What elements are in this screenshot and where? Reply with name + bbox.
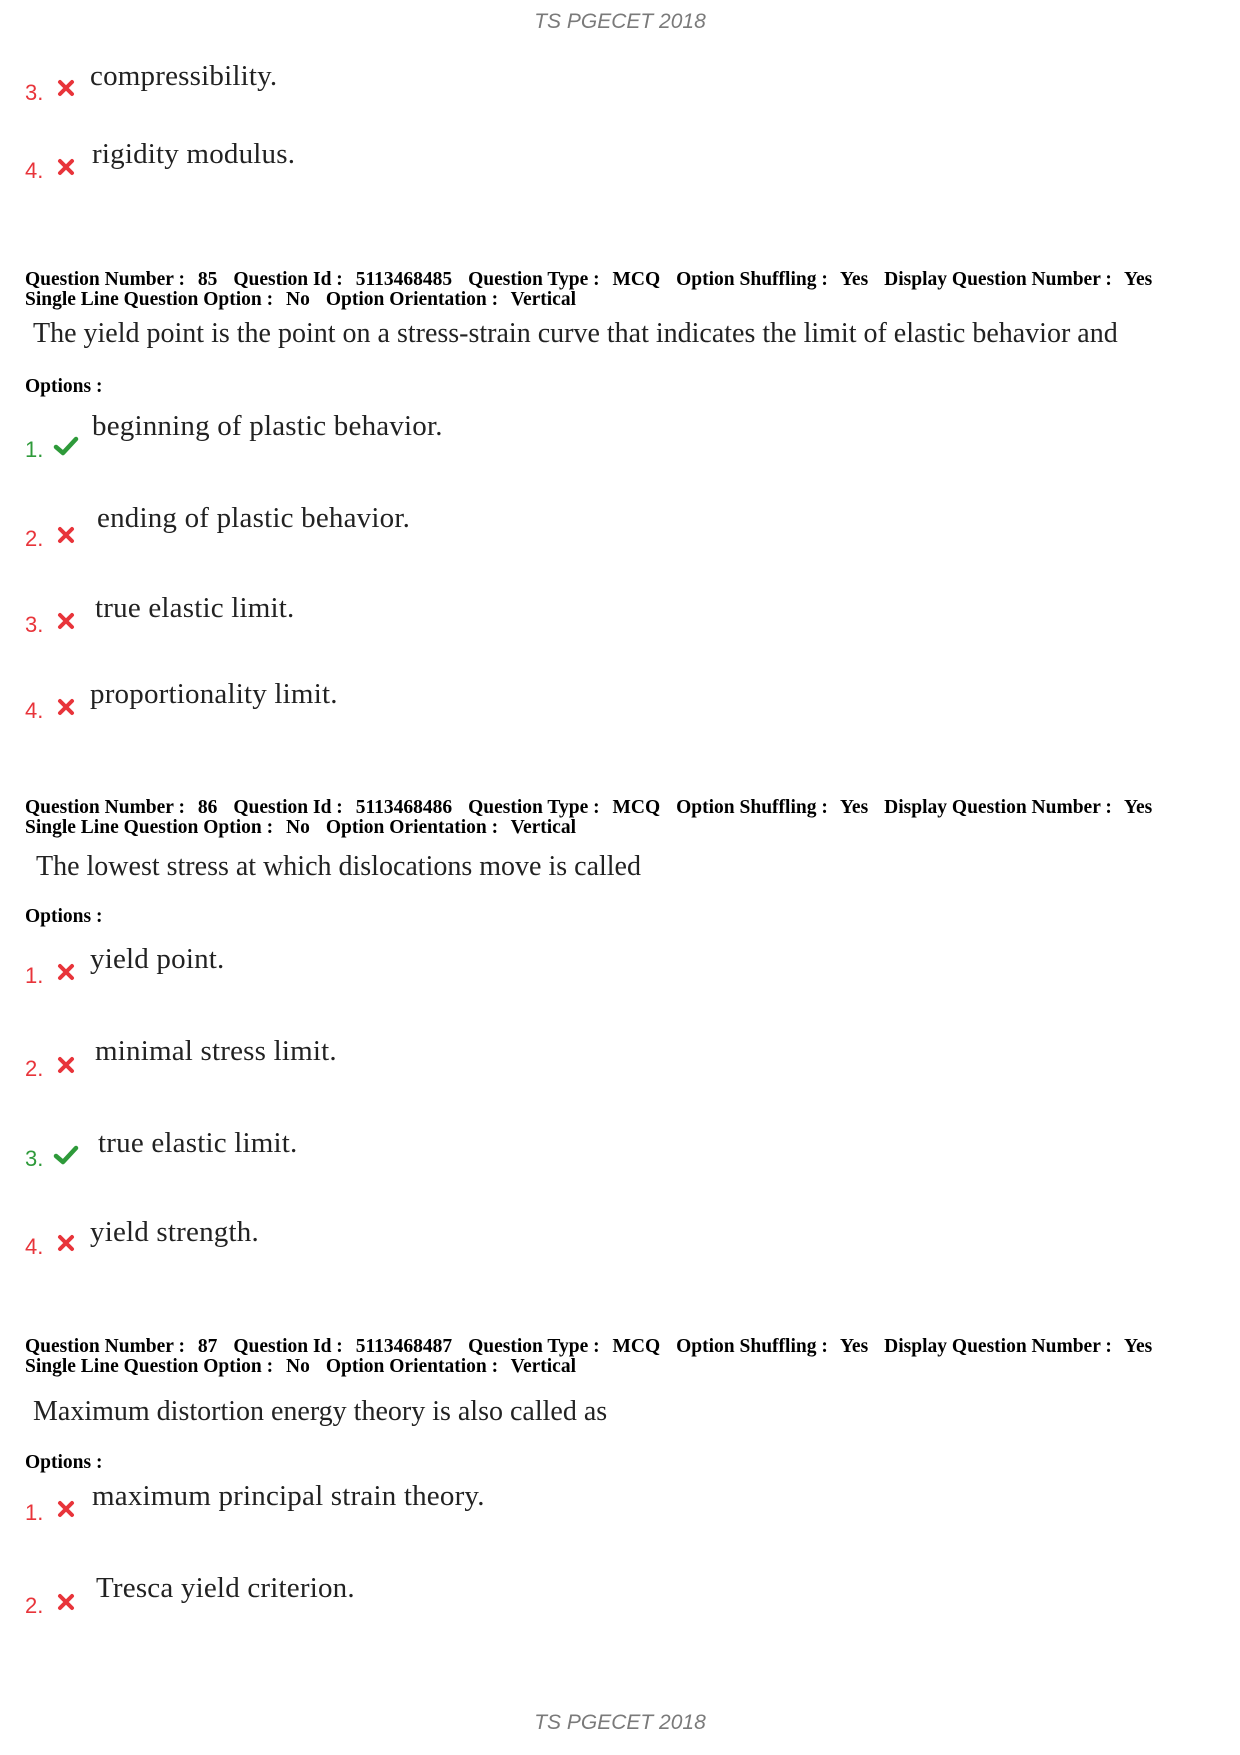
option-number: 4. — [25, 698, 44, 723]
cross-icon — [55, 961, 77, 983]
option-text: true elastic limit. — [98, 1127, 298, 1159]
option-number: 2. — [25, 1593, 44, 1618]
cross-icon — [55, 1232, 77, 1254]
question-text: Maximum distortion energy theory is also called as — [33, 1396, 608, 1427]
question-text: The lowest stress at which dislocations move is called — [36, 851, 641, 882]
cross-icon — [55, 77, 77, 99]
check-icon — [53, 435, 79, 457]
option-number: 1. — [25, 963, 44, 988]
option-text: maximum principal strain theory. — [92, 1480, 485, 1512]
option-text: compressibility. — [90, 60, 278, 92]
option-text: Tresca yield criterion. — [96, 1572, 355, 1604]
cross-icon — [55, 156, 77, 178]
cross-icon — [55, 1498, 77, 1520]
option-number: 3. — [25, 80, 44, 105]
check-icon — [53, 1144, 79, 1166]
cross-icon — [55, 524, 77, 546]
option-number: 1. — [25, 1500, 44, 1525]
page-header: TS PGECET 2018 — [534, 10, 706, 33]
option-text: yield strength. — [90, 1216, 259, 1248]
option-text: beginning of plastic behavior. — [92, 410, 443, 442]
option-number: 3. — [25, 1146, 44, 1171]
cross-icon — [55, 1054, 77, 1076]
page-footer: TS PGECET 2018 — [534, 1711, 706, 1734]
option-text: yield point. — [90, 943, 225, 975]
option-number: 1. — [25, 437, 44, 462]
question-text: The yield point is the point on a stress-strain curve that indicates the limit of elastic behavior and — [33, 318, 1118, 349]
options-label: Options : — [25, 906, 103, 927]
cross-icon — [55, 1591, 77, 1613]
option-text: true elastic limit. — [95, 592, 295, 624]
options-label: Options : — [25, 376, 103, 397]
option-number: 4. — [25, 158, 44, 183]
options-label: Options : — [25, 1452, 103, 1473]
option-text: rigidity modulus. — [92, 138, 296, 170]
option-text: minimal stress limit. — [95, 1035, 337, 1067]
cross-icon — [55, 610, 77, 632]
question-meta: Question Number : 87 Question Id : 5113468487 Question Type : MCQ Option Shuffling : Yes Display Question Number : Yes Single Line Question Option : No Option Orientation : Vertical — [25, 1336, 1153, 1377]
question-meta: Question Number : 86 Question Id : 5113468486 Question Type : MCQ Option Shuffling : Yes Display Question Number : Yes Single Line Question Option : No Option Orientation : Vertical — [25, 797, 1153, 838]
option-number: 2. — [25, 526, 44, 551]
option-number: 4. — [25, 1234, 44, 1259]
option-number: 3. — [25, 612, 44, 637]
option-text: ending of plastic behavior. — [97, 502, 411, 534]
question-meta: Question Number : 85 Question Id : 5113468485 Question Type : MCQ Option Shuffling : Yes Display Question Number : Yes Single Line Question Option : No Option Orientation : Vertical — [25, 269, 1153, 310]
cross-icon — [55, 696, 77, 718]
option-number: 2. — [25, 1056, 44, 1081]
option-text: proportionality limit. — [90, 678, 338, 710]
